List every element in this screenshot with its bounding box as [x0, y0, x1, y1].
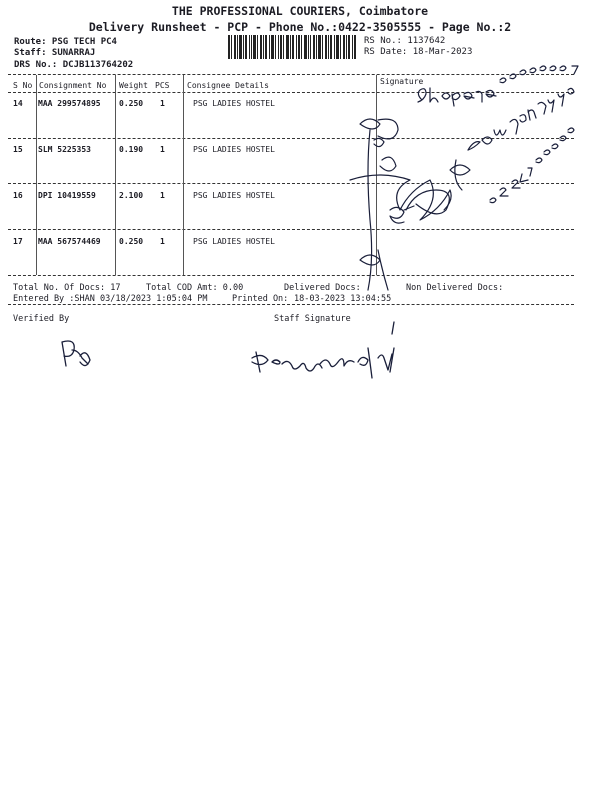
row-consignment: SLM 5225353: [38, 145, 91, 154]
company-title: THE PROFESSIONAL COURIERS, Coimbatore: [171, 4, 429, 18]
printed-on-label: Printed On:: [232, 294, 289, 304]
total-docs: Total No. Of Docs: 17: [13, 283, 121, 293]
row-consignment: MAA 299574895: [38, 99, 101, 108]
non-delivered-docs: Non Delivered Docs:: [406, 283, 504, 293]
route-label: Route: PSG TECH PC4: [14, 37, 117, 47]
row-consignee: PSG LADIES HOSTEL: [193, 191, 275, 200]
delivered-docs: Delivered Docs:: [284, 283, 361, 293]
row-consignment: MAA 567574469: [38, 237, 101, 246]
row-consignment: DPI 10419559: [38, 191, 96, 200]
row-weight: 0.250: [119, 237, 144, 246]
row-consignee: PSG LADIES HOSTEL: [193, 145, 275, 154]
barcode: [228, 35, 356, 59]
verified-by-signature: [58, 336, 108, 372]
staff-signature: [238, 318, 408, 380]
row-sno: 17: [13, 237, 23, 246]
column-divider: [36, 75, 37, 275]
runsheet-subtitle: Delivery Runsheet - PCP - Phone No.:0422-3505555 - Page No.:2: [88, 20, 512, 34]
staff-label: Staff: SUNARRAJ: [14, 48, 96, 58]
row-sno: 14: [13, 99, 23, 108]
row-pcs: 1: [160, 191, 165, 200]
header-weight: Weight: [119, 81, 148, 90]
total-cod: Total COD Amt: 0.00: [146, 283, 244, 293]
printed-on-value: 18-03-2023 13:04:55: [294, 294, 392, 304]
verified-by-label: Verified By: [13, 314, 70, 324]
header-consignee: Consignee Details: [187, 81, 269, 90]
rs-date: RS Date: 18-Mar-2023: [364, 47, 473, 57]
row-consignee: PSG LADIES HOSTEL: [193, 99, 275, 108]
row-pcs: 1: [160, 145, 165, 154]
row-weight: 0.190: [119, 145, 144, 154]
header-sno: S No: [13, 81, 33, 90]
drs-number: DRS No.: DCJB113764202: [14, 60, 134, 70]
row-sno: 15: [13, 145, 23, 154]
column-divider: [183, 75, 184, 275]
header-consignment: Consignment No: [39, 81, 107, 90]
entered-by: Entered By :SHAN 03/18/2023 1:05:04 PM: [13, 294, 208, 304]
column-divider: [115, 75, 116, 275]
header-pcs: PCS: [155, 81, 170, 90]
row-consignee: PSG LADIES HOSTEL: [193, 237, 275, 246]
staff-signature-label: Staff Signature: [274, 314, 351, 324]
footer-rule: [8, 304, 574, 305]
recipient-signature-scribble: [330, 60, 600, 290]
row-pcs: 1: [160, 237, 165, 246]
row-sno: 16: [13, 191, 23, 200]
header-signature: Signature: [380, 77, 424, 86]
row-pcs: 1: [160, 99, 165, 108]
row-weight: 2.100: [119, 191, 144, 200]
row-weight: 0.250: [119, 99, 144, 108]
rs-number: RS No.: 1137642: [364, 36, 446, 46]
